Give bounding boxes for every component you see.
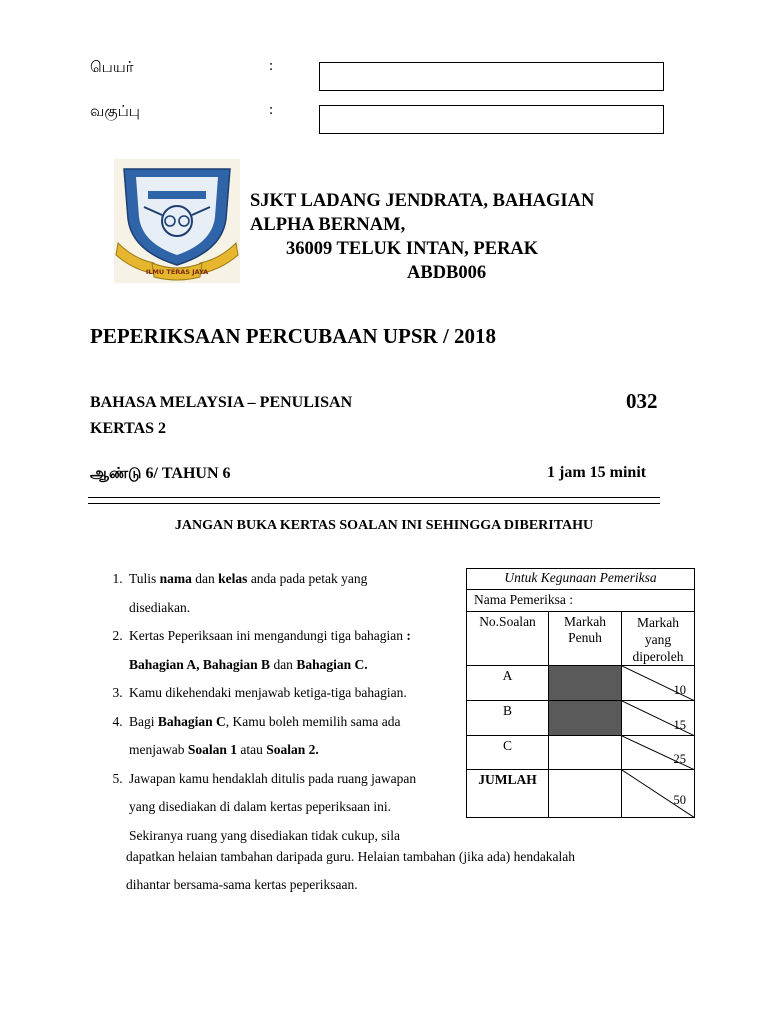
max-mark: 15 xyxy=(673,718,686,732)
warning-text: JANGAN BUKA KERTAS SOALAN INI SEHINGGA DIBERITAHU xyxy=(174,518,594,533)
max-mark: 50 xyxy=(673,793,686,807)
instruction-5-continued-2: dihantar bersama-sama kertas peperiksaan. xyxy=(126,877,358,892)
school-line1: SJKT LADANG JENDRATA, BAHAGIAN xyxy=(250,191,595,211)
marks-cell[interactable] xyxy=(622,666,695,701)
divider-bottom xyxy=(88,503,660,504)
year-tamil: ஆண்டு xyxy=(90,464,142,482)
instruction-3: 3. Kamu dikehendaki menjawab ketiga-tiga bahagian. xyxy=(126,679,460,708)
duration: 1 jam 15 minit xyxy=(547,464,647,481)
table-row-total xyxy=(467,770,695,818)
empty-cell xyxy=(549,736,622,770)
class-label: வகுப்பு xyxy=(90,102,140,120)
section-label: B xyxy=(467,701,549,736)
logo-motto: ILMU TERAS JAYA xyxy=(145,268,209,276)
exam-title: PEPERIKSAAN PERCUBAAN UPSR / 2018 xyxy=(90,324,497,348)
max-mark: 25 xyxy=(673,752,686,766)
examiner-table-title: Untuk Kegunaan Pemeriksa xyxy=(467,569,695,590)
total-marks-cell[interactable] xyxy=(622,770,695,818)
header-marks-obtained: Markah yang diperoleh xyxy=(622,612,695,666)
year-line xyxy=(90,464,231,484)
instruction-5-continued-1: dapatkan helaian tambahan daripada guru. Helaian tambahan (jika ada) hendakalah xyxy=(126,849,576,864)
name-input-box[interactable] xyxy=(319,62,664,91)
year-text: 6/ TAHUN 6 xyxy=(141,465,231,482)
subject-code: 032 xyxy=(626,389,658,413)
school-logo xyxy=(114,159,240,283)
school-address: 36009 TELUK INTAN, PERAK xyxy=(286,239,539,259)
name-colon: : xyxy=(269,58,274,74)
header-full-marks: Markah Penuh xyxy=(549,612,622,666)
header-question-no: No.Soalan xyxy=(467,612,549,666)
max-mark: 10 xyxy=(673,683,686,697)
total-label: JUMLAH xyxy=(467,770,549,818)
examiner-table xyxy=(466,568,695,818)
marks-cell[interactable] xyxy=(622,736,695,770)
name-label: பெயர் xyxy=(90,58,134,76)
divider-top xyxy=(88,497,660,498)
table-row-b xyxy=(467,701,695,736)
class-input-box[interactable] xyxy=(319,105,664,134)
school-code: ABDB006 xyxy=(407,263,487,283)
subject-name: BAHASA MELAYSIA – PENULISAN xyxy=(90,394,353,411)
school-line2: ALPHA BERNAM, xyxy=(250,215,406,235)
paper-number: KERTAS 2 xyxy=(90,420,167,437)
instruction-1: 1. Tulis nama dan kelas anda pada petak yang disediakan. xyxy=(126,565,460,622)
empty-cell xyxy=(549,770,622,818)
shaded-cell xyxy=(549,701,622,736)
instruction-4: 4. Bagi Bahagian C, Kamu boleh memilih sama ada menjawab Soalan 1 atau Soalan 2. xyxy=(126,708,460,765)
instruction-2: 2. Kertas Peperiksaan ini mengandungi tiga bahagian : Bahagian A, Bahagian B dan Bahagian C. xyxy=(126,622,460,679)
marks-cell[interactable] xyxy=(622,701,695,736)
instructions xyxy=(90,565,460,850)
section-label: A xyxy=(467,666,549,701)
table-row-a xyxy=(467,666,695,701)
examiner-name-field: Nama Pemeriksa : xyxy=(467,590,695,612)
table-row-c xyxy=(467,736,695,770)
section-label: C xyxy=(467,736,549,770)
instruction-5: 5. Jawapan kamu hendaklah ditulis pada ruang jawapan yang disediakan di dalam kertas peperiksaan ini. Sekiranya ruang yang disediakan tidak cukup, sila xyxy=(126,765,460,851)
shaded-cell xyxy=(549,666,622,701)
class-colon: : xyxy=(269,102,274,118)
